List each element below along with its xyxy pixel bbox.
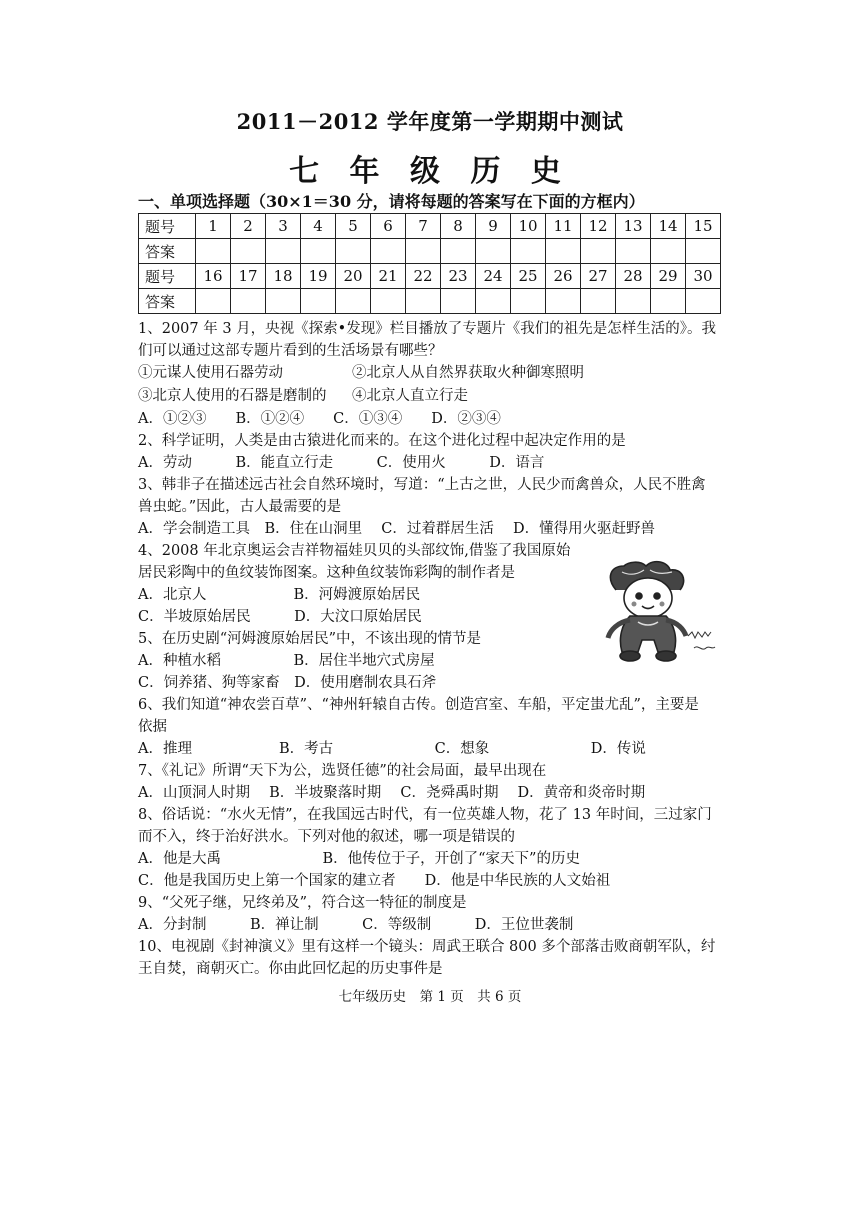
question-number: 26 <box>546 264 581 289</box>
question-number: 18 <box>266 264 301 289</box>
question-10-stem: 10、电视剧《封神演义》里有这样一个镜头：周武王联合 800 多个部落击败商朝军队，纣 <box>138 939 716 955</box>
question-3-stem: 3、韩非子在描述远古社会自然环境时，写道：“上古之世，人民少而禽兽众，人民不胜禽 <box>138 477 706 493</box>
answer-cell[interactable] <box>616 239 651 264</box>
question-8-choices-ab[interactable]: A．他是大禹 B．他传位于子，开创了“家天下”的历史 <box>138 851 580 867</box>
question-number: 25 <box>511 264 546 289</box>
answer-cell[interactable] <box>336 239 371 264</box>
answer-cell[interactable] <box>651 239 686 264</box>
row-label: 答案 <box>139 239 196 264</box>
question-number: 10 <box>511 214 546 239</box>
answer-cell[interactable] <box>476 239 511 264</box>
question-2-stem: 2、科学证明，人类是由古猿进化而来的。在这个进化过程中起决定作用的是 <box>138 433 626 449</box>
question-8-stem: 8、俗话说：“水火无情”，在我国远古时代，有一位英雄人物，花了 13 年时间，三过家门 <box>138 807 712 823</box>
question-1-choices[interactable]: A．①②③ B．①②④ C．①③④ D．②③④ <box>138 411 501 427</box>
answer-cell[interactable] <box>406 239 441 264</box>
question-number: 7 <box>406 214 441 239</box>
question-number: 2 <box>231 214 266 239</box>
answer-cell[interactable] <box>371 289 406 314</box>
question-1-statement: ①元谋人使用石器劳动 <box>138 365 283 381</box>
answer-cell[interactable] <box>476 289 511 314</box>
answer-grid-number-row <box>139 214 721 239</box>
question-5-stem: 5、在历史剧“河姆渡原始居民”中，不该出现的情节是 <box>138 631 482 647</box>
answer-cell[interactable] <box>511 239 546 264</box>
answer-cell[interactable] <box>511 289 546 314</box>
subject-title: 七 年 级 历 史 <box>289 154 571 189</box>
answer-cell[interactable] <box>266 239 301 264</box>
question-6-choices[interactable]: A．推理 B．考古 C．想象 D．传说 <box>138 741 646 757</box>
question-number: 17 <box>231 264 266 289</box>
question-1-stem: 1、2007 年 3 月，央视《探索•发现》栏目播放了专题片《我们的祖先是怎样生活的》。我 <box>138 321 716 337</box>
answer-cell[interactable] <box>651 289 686 314</box>
question-3-choices[interactable]: A．学会制造工具 B．住在山洞里 C．过着群居生活 D．懂得用火驱赶野兽 <box>138 521 656 537</box>
question-number: 9 <box>476 214 511 239</box>
page-footer: 七年级历史 第 1 页 共 6 页 <box>338 989 522 1005</box>
answer-cell[interactable] <box>301 289 336 314</box>
question-number: 29 <box>651 264 686 289</box>
answer-cell[interactable] <box>406 289 441 314</box>
question-9-stem: 9、“父死子继，兄终弟及”，符合这一特征的制度是 <box>138 895 467 911</box>
question-number: 14 <box>651 214 686 239</box>
question-8-choices-cd[interactable]: C．他是我国历史上第一个国家的建立者 D．他是中华民族的人文始祖 <box>138 873 611 889</box>
question-number: 24 <box>476 264 511 289</box>
answer-cell[interactable] <box>616 289 651 314</box>
question-number: 30 <box>686 264 721 289</box>
question-10-stem-cont: 王自焚，商朝灭亡。你由此回忆起的历史事件是 <box>138 961 443 977</box>
question-number: 8 <box>441 214 476 239</box>
question-7-choices[interactable]: A．山顶洞人时期 B．半坡聚落时期 C．尧舜禹时期 D．黄帝和炎帝时期 <box>138 785 646 801</box>
question-1-stem-cont: 们可以通过这部专题片看到的生活场景有哪些？ <box>138 343 443 359</box>
question-4-stem-cont: 居民彩陶中的鱼纹装饰图案。这种鱼纹装饰彩陶的制作者是 <box>138 565 515 581</box>
question-number: 22 <box>406 264 441 289</box>
question-6-stem-cont: 依据 <box>138 719 167 735</box>
question-1-statement: ④北京人直立行走 <box>352 388 468 404</box>
question-1-statement: ②北京人从自然界获取火种御寒照明 <box>352 365 584 381</box>
question-6-stem: 6、我们知道“神农尝百草”、“神州轩辕自古传。创造宫室、车船，平定蚩尤乱”，主要是 <box>138 697 699 713</box>
answer-cell[interactable] <box>301 239 336 264</box>
answer-cell[interactable] <box>546 239 581 264</box>
answer-cell[interactable] <box>231 289 266 314</box>
answer-grid-answer-row <box>139 239 721 264</box>
question-number: 15 <box>686 214 721 239</box>
question-number: 16 <box>196 264 231 289</box>
question-2-choices[interactable]: A．劳动 B．能直立行走 C．使用火 D．语言 <box>138 455 545 471</box>
question-number: 28 <box>616 264 651 289</box>
question-number: 21 <box>371 264 406 289</box>
question-8-stem-cont: 而不入，终于治好洪水。下列对他的叙述，哪一项是错误的 <box>138 829 515 845</box>
answer-cell[interactable] <box>686 289 721 314</box>
question-4-choices-ab[interactable]: A．北京人 B．河姆渡原始居民 <box>138 587 421 603</box>
question-number: 27 <box>581 264 616 289</box>
question-7-stem: 7、《礼记》所谓“天下为公，选贤任德”的社会局面，最早出现在 <box>138 763 547 779</box>
answer-cell[interactable] <box>266 289 301 314</box>
answer-cell[interactable] <box>686 239 721 264</box>
question-5-choices-cd[interactable]: C．饲养猪、狗等家畜 D．使用磨制农具石斧 <box>138 675 437 691</box>
question-number: 5 <box>336 214 371 239</box>
fuwa-beibei-illustration-icon <box>588 560 728 672</box>
question-1-statement: ③北京人使用的石器是磨制的 <box>138 388 327 404</box>
row-label: 题号 <box>139 214 196 239</box>
question-4-choices-cd[interactable]: C．半坡原始居民 D．大汶口原始居民 <box>138 609 422 625</box>
row-label: 题号 <box>139 264 196 289</box>
question-number: 1 <box>196 214 231 239</box>
question-number: 3 <box>266 214 301 239</box>
question-number: 19 <box>301 264 336 289</box>
answer-grid <box>138 213 721 314</box>
answer-cell[interactable] <box>231 239 266 264</box>
question-number: 12 <box>581 214 616 239</box>
answer-grid-number-row <box>139 264 721 289</box>
answer-cell[interactable] <box>546 289 581 314</box>
answer-cell[interactable] <box>371 239 406 264</box>
question-number: 11 <box>546 214 581 239</box>
question-4-stem: 4、2008 年北京奥运会吉祥物福娃贝贝的头部纹饰,借鉴了我国原始 <box>138 543 571 559</box>
answer-cell[interactable] <box>441 289 476 314</box>
question-number: 23 <box>441 264 476 289</box>
row-label: 答案 <box>139 289 196 314</box>
question-number: 4 <box>301 214 336 239</box>
question-number: 6 <box>371 214 406 239</box>
question-5-choices-ab[interactable]: A．种植水稻 B．居住半地穴式房屋 <box>138 653 435 669</box>
answer-cell[interactable] <box>196 239 231 264</box>
question-number: 13 <box>616 214 651 239</box>
section-heading: 一、单项选择题（30×1＝30 分，请将每题的答案写在下面的方框内） <box>138 192 645 211</box>
answer-cell[interactable] <box>441 239 476 264</box>
answer-cell[interactable] <box>336 289 371 314</box>
answer-cell[interactable] <box>581 239 616 264</box>
answer-cell[interactable] <box>581 289 616 314</box>
question-9-choices[interactable]: A．分封制 B．禅让制 C．等级制 D．王位世袭制 <box>138 917 574 933</box>
answer-grid-answer-row <box>139 289 721 314</box>
answer-cell[interactable] <box>196 289 231 314</box>
question-number: 20 <box>336 264 371 289</box>
question-3-stem-cont: 兽虫蛇。”因此，古人最需要的是 <box>138 499 342 515</box>
exam-title: 2011－2012 学年度第一学期期中测试 <box>236 109 624 134</box>
